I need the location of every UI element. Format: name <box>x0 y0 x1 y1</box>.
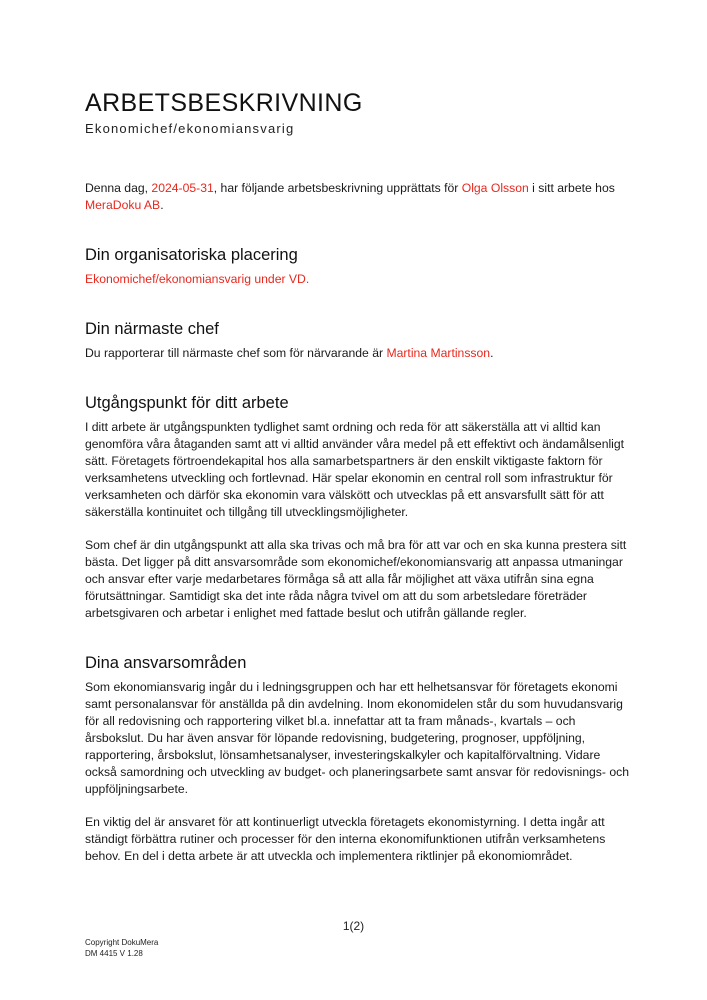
document-title: ARBETSBESKRIVNING <box>85 89 363 117</box>
intro-text-2: , har följande arbetsbeskrivning upprättats för <box>213 181 462 195</box>
intro-employee-name: Olga Olsson <box>461 181 529 195</box>
intro-paragraph <box>85 180 630 214</box>
manager-text-after: . <box>490 346 494 360</box>
intro-company: MeraDoku AB <box>85 198 161 212</box>
copyright-text: Copyright DokuMera <box>85 938 159 947</box>
starting-point-paragraph-1: I ditt arbete är utgångspunkten tydlighet samt ordning och reda för att säkerställa att vi alltid kan genomföra våra åtaganden samt att vi alltid använder våra medel på ett effektivt och ändamålsenligt sätt. Företagets förtroendekapital hos alla samarbetspartners är den enskilt viktigaste faktorn för verksamhetens utveckling och fortlevnad. Här spelar ekonomin en central roll som infrastruktur för verksamheten och därför ska ekonomin vara välskött och utvecklas på ett ansvarsfullt sätt för att säkerställa kontinuitet och tillgång till utvecklingsmöjligheter. <box>85 420 625 519</box>
heading-manager: Din närmaste chef <box>85 320 219 338</box>
placement-text: Ekonomichef/ekonomiansvarig under VD. <box>85 272 310 286</box>
heading-placement: Din organisatoriska placering <box>85 246 298 264</box>
intro-date: 2024-05-31 <box>151 181 214 195</box>
heading-starting-point: Utgångspunkt för ditt arbete <box>85 394 289 412</box>
intro-text-1: Denna dag, <box>85 181 152 195</box>
manager-paragraph <box>85 345 630 362</box>
document-subtitle: Ekonomichef/ekonomiansvarig <box>85 121 295 136</box>
intro-text-3: i sitt arbete hos <box>528 181 615 195</box>
responsibilities-paragraph-2: En viktig del är ansvaret för att kontinuerligt utveckla företagets ekonomistyrning. I detta ingår att ständigt förbättra rutiner och processer för den interna ekonomifunktionen utifrån verksamhetens behov. En del i detta arbete är att utveckla och implementera riktlinjer på ekonomiområdet. <box>85 815 606 863</box>
starting-point-paragraph-2: Som chef är din utgångspunkt att alla ska trivas och må bra för att var och en ska kunna prestera sitt bästa. Det ligger på ditt ansvarsområde som ekonomichef/ekonomiansvarig att anpassa utmaningar och ansvar efter varje medarbetares förmåga så att alla får möjlighet att växa utifrån sina egna förutsättningar. Samtidigt ska det inte råda några tvivel om att du som arbetsledare företräder arbetsgivaren och arbetar i enlighet med fattade beslut och utifrån gällande regler. <box>85 538 627 620</box>
intro-text-4: . <box>160 198 164 212</box>
heading-responsibilities: Dina ansvarsområden <box>85 654 247 672</box>
manager-text-before: Du rapporterar till närmaste chef som för närvarande är <box>85 346 387 360</box>
footer-copyright <box>85 937 158 959</box>
responsibilities-paragraph-1: Som ekonomiansvarig ingår du i ledningsgruppen och har ett helhetsansvar för företagets ekonomi samt personalansvar för anställda på din avdelning. Inom ekonomidelen står du som huvudansvarig för all redovisning och rapportering vilket bl.a. innefattar att ta fram månads-, kvartals – och årsbokslut. Du har även ansvar för löpande redovisning, budgetering, prognoser, uppföljning, rapportering, årsbokslut, lönsamhetsanalyser, investeringskalkyler och kapitalförvaltning. Vidare också samordning och utveckling av budget- och planeringsarbete samt ansvar för redovisnings- och uppföljningsarbete. <box>85 680 629 796</box>
document-content <box>85 88 630 865</box>
document-id: DM 4415 V 1.28 <box>85 949 143 958</box>
page-number: 1(2) <box>342 919 365 933</box>
manager-name: Martina Martinsson <box>386 346 491 360</box>
